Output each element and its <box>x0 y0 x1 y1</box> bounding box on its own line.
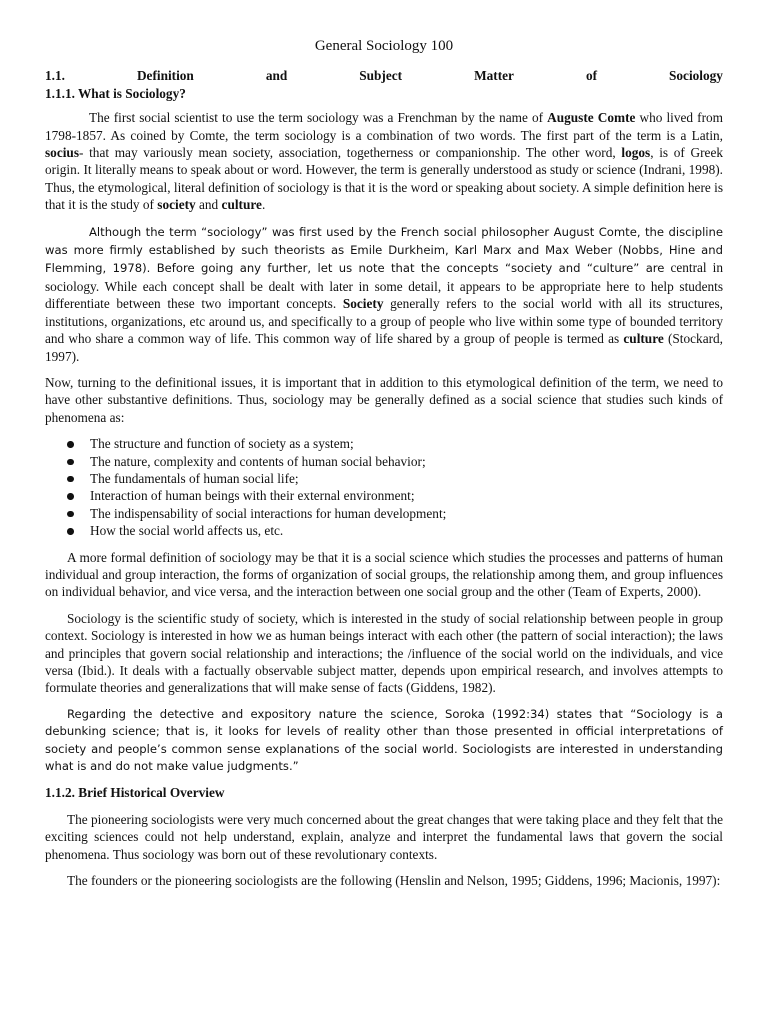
document-title: General Sociology 100 <box>314 38 454 54</box>
paragraph-1 <box>45 109 723 213</box>
paragraph-8: The founders or the pioneering sociologists are the following (Henslin and Nelson, 1995; Giddens, 1996; Macionis, 1997): <box>67 873 721 889</box>
p1-text: . <box>261 197 266 213</box>
list-item <box>45 505 723 522</box>
section-heading-1-1-1: 1.1.1. What is Sociology? <box>45 85 186 101</box>
p2-bold-society: Society <box>342 296 384 312</box>
paragraph-5: Sociology is the scientific study of society, which is interested in the study of social relationship between people in group context. Sociology is interested in how we as human beings interact with each other (the pattern of social interaction); the laws and principles that govern social relationship and interactions; the /influence of the social world on the individuals, and vice versa (Ibid.). It deals with a factually observable subject matter, depends upon empirical research, and involves attempts to formulate theories and generalizations that will make sense of facts (Giddens, 1982). <box>45 610 723 696</box>
bullet-icon <box>67 493 74 500</box>
p2-text: Although the term “sociology” was first used by the French social philosopher August Comte, the discipline was more firmly established by such theorists as Emile Durkheim, Karl Marx and Max Weber (Nobbs, Hine and Flemming, 1978). Before going any further, let us note that the concepts “society and “culture” are <box>45 224 723 276</box>
p1-bold-logos: logos <box>621 145 651 161</box>
paragraph-6: Regarding the detective and expository nature the science, Soroka (1992:34) states that “Sociology is a debunking science; that is, it looks for levels of reality other than those presented in official interpretations of society and people’s common sense explanations of the social world. Sociologists are interested in understanding what is and do not make value judgments.” <box>45 706 723 774</box>
p2-text: (Stockard, 1997). <box>45 331 723 364</box>
document-page <box>45 0 723 898</box>
p1-bold-society: society <box>157 197 196 213</box>
paragraph-4: A more formal definition of sociology may be that it is a social science which studies the processes and patterns of human individual and group interaction, the forms of organization of social groups, the relationship among them, and group influences on individual behavior, and vice versa, and the interaction between one social group and the other (Team of Experts, 2000). <box>45 549 723 600</box>
list-item-text: The indispensability of social interactions for human development; <box>90 505 447 521</box>
bullet-icon <box>67 528 74 535</box>
p2-bold-culture: culture <box>623 331 664 347</box>
p2-text: generally refers to the social world with all its structures, institutions, organizations, etc around us, and specifically to a group of people who live within some type of bounded territory and who share a common way of life. This common way of life shared by a group of people is termed as <box>45 296 724 347</box>
heading-word: Subject <box>359 68 403 84</box>
paragraph-2 <box>45 223 723 365</box>
list-item <box>45 435 723 452</box>
heading-word: 1.1. <box>45 68 65 84</box>
list-item-text: The nature, complexity and contents of human social behavior; <box>90 453 426 469</box>
p1-text: The first social scientist to use the term sociology was a Frenchman by the name of <box>89 110 548 126</box>
p1-text: and <box>195 197 222 213</box>
p1-bold-culture: culture <box>221 197 262 213</box>
list-item-text: Interaction of human beings with their external environment; <box>90 488 415 504</box>
heading-word: and <box>265 68 288 84</box>
bullet-icon <box>67 511 74 518</box>
list-item <box>45 470 723 487</box>
bullet-icon <box>67 476 74 483</box>
heading-word: Sociology <box>669 68 723 84</box>
list-item-text: The fundamentals of human social life; <box>90 470 299 486</box>
list-item <box>45 487 723 504</box>
bullet-icon <box>67 459 74 466</box>
list-item-text: How the social world affects us, etc. <box>90 523 284 539</box>
heading-word: of <box>585 68 598 84</box>
bullet-icon <box>67 441 74 448</box>
heading-word: Matter <box>474 68 514 84</box>
section-heading-1-1-2: 1.1.2. Brief Historical Overview <box>45 785 225 801</box>
p1-text: who lived from 1798-1857. As coined by Comte, the term sociology is a combination of two words. The first part of the term is a Latin, <box>45 110 723 143</box>
list-item <box>45 453 723 470</box>
heading-word: Definition <box>136 68 194 84</box>
p1-bold-comte: Auguste Comte <box>547 110 636 126</box>
paragraph-3: Now, turning to the definitional issues, it is important that in addition to this etymological definition of the term, we need to have other substantive definitions. Thus, sociology may be generally defined as a social science that studies such kinds of phenomena as: <box>45 374 723 425</box>
p1-text: , is of Greek origin. It literally means to speak about or word. However, the term is generally understood as study or science (Indrani, 1998). Thus, the etymological, literal definition of sociology is that it is the word or speaking about society. A simple definition here is that it is the study of <box>45 145 723 213</box>
p1-text: - that may variously mean society, association, togetherness or companionship. The other word, <box>79 145 622 161</box>
section-heading-1-1 <box>45 67 723 84</box>
paragraph-7: The pioneering sociologists were very much concerned about the great changes that were taking place and they felt that the exciting sciences could not help understand, explain, analyze and interpret the fundamental laws that govern the social phenomena. Thus sociology was born out of these revolutionary contexts. <box>45 811 723 862</box>
phenomena-list <box>45 435 723 539</box>
p2-text: central in sociology. While each concept shall be dealt with later in some detail, it appears to be appropriate here to help students differentiate between these two important concepts. <box>45 260 723 312</box>
list-item <box>45 522 723 539</box>
list-item-text: The structure and function of society as a system; <box>90 436 354 452</box>
p1-bold-socius: socius <box>45 145 79 161</box>
